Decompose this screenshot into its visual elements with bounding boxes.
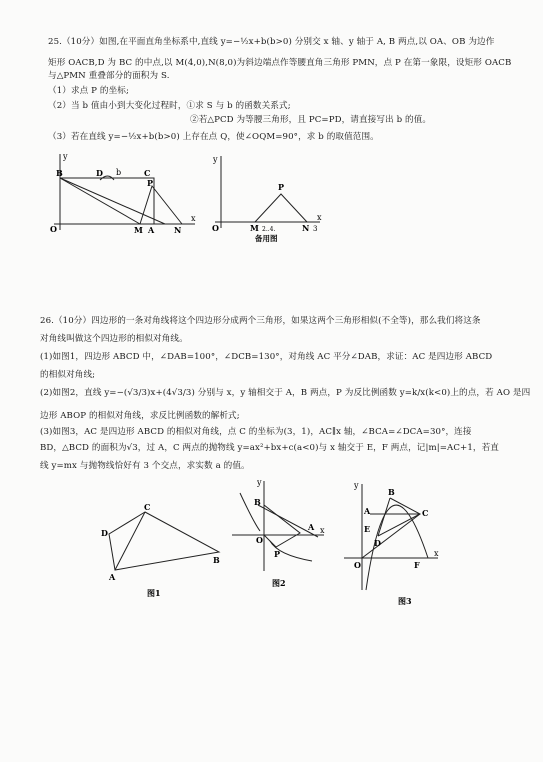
q26-line3: (1)如图1，四边形 ABCD 中，∠DAB=100°，∠DCB=130°，对角线 AC 平分∠DAB，求证：AC 是四边形 ABCD	[40, 352, 493, 362]
q25-line3: 与△PMN 重叠部分的面积为 S.	[48, 71, 170, 81]
fig1-label-a: A	[148, 225, 155, 235]
f2-line-ab	[258, 505, 318, 537]
q26-line7: (3)如图3，AC 是四边形 ABCD 的相似对角线，点 C 的坐标为(3，1)，AC∥x 轴，∠BCA=∠DCA=30°，连接	[40, 427, 472, 437]
f3-line-oc	[362, 514, 420, 558]
fig2-label-y: y	[213, 155, 218, 164]
q26-line2: 对角线叫做这个四边形的相似对角线。	[40, 334, 188, 344]
fig2-label-n: N	[302, 223, 310, 233]
f2-label-b: B	[254, 497, 261, 507]
f2-caption: 图2	[272, 578, 286, 588]
fig1-line-bm	[60, 178, 140, 224]
fig2-label-o: O	[212, 223, 219, 233]
fig1-triangle-pmn	[140, 186, 182, 224]
f1-label-a: A	[109, 572, 116, 582]
fig1-label-o: O	[50, 224, 57, 234]
f3-label-o: O	[354, 560, 361, 570]
q25-part1: （1）求点 P 的坐标;	[48, 86, 129, 96]
fig1-label-x: x	[191, 214, 196, 223]
f2-label-a: A	[308, 522, 315, 532]
q25-line1: 25.（10分）如图,在平面直角坐标系中,直线 y=−½x+b(b>0) 分别交 x 轴、y 轴于 A, B 两点,以 OA、OB 为边作	[48, 37, 495, 47]
f1-label-d: D	[101, 528, 108, 538]
fig1-label-c: C	[144, 168, 151, 178]
fig2-label-3: 3	[313, 225, 318, 233]
q25-part2: （2）当 b 值由小到大变化过程时，①求 S 与 b 的函数关系式;	[48, 101, 291, 111]
q26-line9: 线 y=mx 与抛物线恰好有 3 个交点，求实数 a 的值。	[40, 461, 250, 471]
fig2-triangle	[255, 194, 307, 222]
fig2-caption: 备用图	[255, 234, 278, 243]
f1-quadrilateral	[109, 512, 219, 570]
q25-part3: （3）若在直线 y=−½x+b(b>0) 上存在点 Q，使∠OQM=90°，求 b 的取值范围。	[48, 132, 379, 142]
q25-figure1	[40, 150, 200, 235]
q26-figure2	[228, 475, 328, 590]
f3-label-y: y	[354, 481, 359, 490]
q26-line4: 的相似对角线;	[40, 370, 96, 380]
q26-line1: 26.（10分）四边形的一条对角线将这个四边形分成两个三角形，如果这两个三角形相似(不全等)，那么我们将这条	[40, 316, 481, 326]
fig2-label-m: M	[250, 223, 259, 233]
f2-label-p: P	[274, 549, 281, 559]
f3-label-c: C	[422, 508, 429, 518]
q25-line2: 矩形 OACB,D 为 BC 的中点,以 M(4,0),N(8,0)为斜边端点作等腰直角三角形 PMN，点 P 在第一象限，设矩形 OACB	[48, 58, 512, 68]
q26-line8: BD，△BCD 的面积为√3，过 A，C 两点的抛物线 y=ax²+bx+c(a<0)与 x 轴交于 E，F 两点，记|m|=AC+1，若直	[40, 443, 499, 453]
q26-line5: (2)如图2，直线 y=−(√3/3)x+(4√3/3) 分别与 x，y 轴相交于 A，B 两点，P 为反比例函数 y=k/x(k<0)上的点，若 AO 是四	[40, 388, 531, 398]
f3-caption: 图3	[398, 596, 412, 606]
f3-label-d: D	[374, 538, 381, 548]
f3-label-e: E	[364, 524, 371, 534]
q25-figure2	[205, 150, 325, 245]
f2-label-o: O	[256, 535, 263, 545]
f1-caption: 图1	[147, 588, 161, 598]
fig2-label-ticks: 2..4.	[262, 226, 276, 233]
fig1-label-d: D	[96, 168, 103, 178]
q25-part2b: ②若△PCD 为等腰三角形，且 PC=PD，请直接写出 b 的值。	[190, 115, 432, 125]
fig1-label-n: N	[174, 225, 182, 235]
f1-label-b: B	[213, 555, 220, 565]
q26-figure1	[95, 500, 230, 600]
f3-label-a: A	[364, 506, 371, 516]
fig1-label-m: M	[134, 225, 143, 235]
f3-label-b: B	[388, 487, 395, 497]
fig1-rect	[60, 178, 154, 224]
f3-label-f: F	[414, 560, 420, 570]
q26-figure3	[340, 478, 440, 608]
fig1-label-y: y	[63, 152, 68, 161]
f1-label-c: C	[144, 502, 151, 512]
fig1-label-p: P	[147, 178, 154, 188]
f3-label-x: x	[434, 549, 439, 558]
fig1-label-b: B	[56, 168, 63, 178]
q26-line6: 边形 ABOP 的相似对角线，求反比例函数的解析式;	[40, 411, 240, 421]
fig2-label-x: x	[317, 213, 322, 222]
f2-label-x: x	[320, 526, 325, 535]
fig1-label-bval: b	[116, 168, 122, 177]
fig2-label-p: P	[278, 182, 285, 192]
f2-label-y: y	[257, 478, 262, 487]
